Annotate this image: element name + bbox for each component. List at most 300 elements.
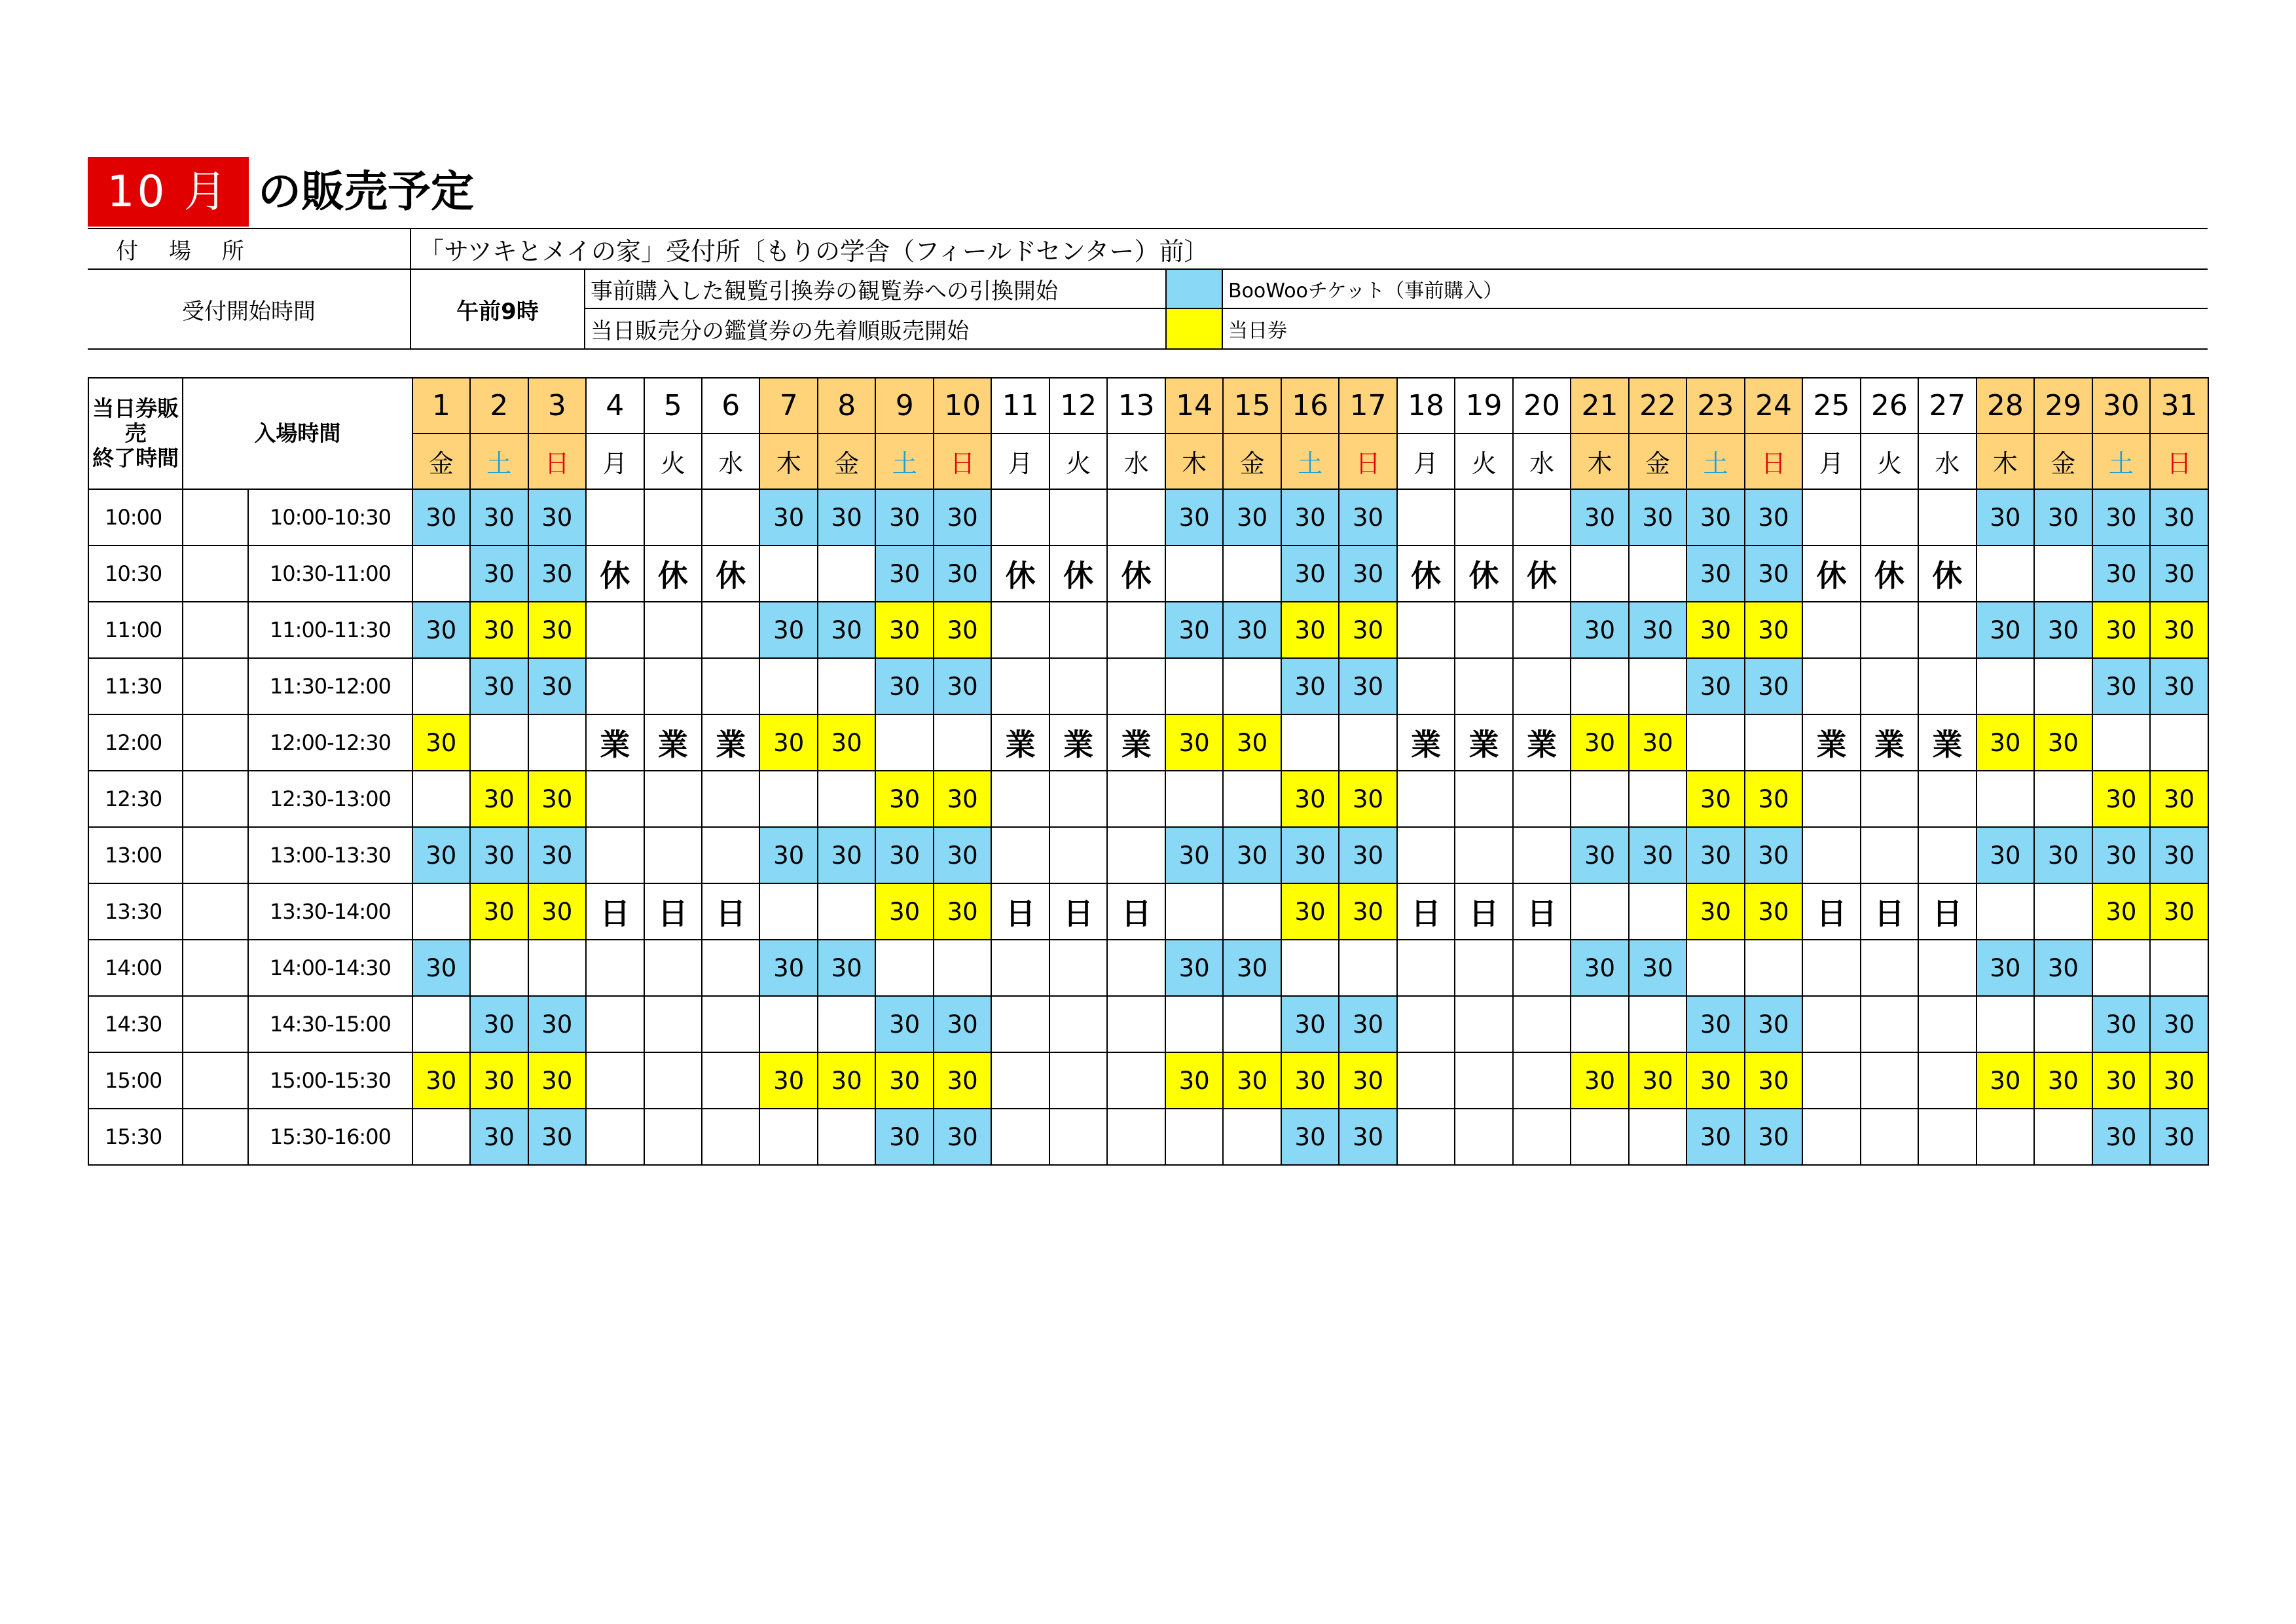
closed-mark: 休 <box>1861 545 1918 602</box>
slot-advance: 30 <box>1339 489 1396 545</box>
slot-cell <box>1571 658 1628 714</box>
slot-cell <box>412 545 470 602</box>
slot-cell <box>1223 771 1281 827</box>
slot-cell <box>1918 602 1976 658</box>
slot-cell <box>1049 996 1107 1052</box>
closed-mark: 休 <box>1455 545 1512 602</box>
closed-mark: 休 <box>1802 545 1860 602</box>
slot-cell <box>702 827 759 883</box>
time-slot-row <box>88 714 2208 771</box>
day-number: 19 <box>1455 378 1512 434</box>
slot-cell <box>586 827 644 883</box>
slot-cell <box>1455 602 1512 658</box>
slot-cell <box>1977 883 2034 940</box>
time-slot-row <box>88 602 2208 658</box>
slot-cell <box>1629 545 1686 602</box>
slot-sameday: 30 <box>1339 883 1396 940</box>
weekday-label: 月 <box>991 434 1049 489</box>
legend-blue-swatch <box>1167 270 1222 308</box>
slot-advance: 30 <box>1977 940 2034 996</box>
closed-mark: 休 <box>1107 545 1165 602</box>
slot-cell <box>644 827 702 883</box>
slot-sameday: 30 <box>528 602 586 658</box>
weekday-label: 火 <box>1049 434 1107 489</box>
slot-sameday: 30 <box>1977 714 2034 771</box>
slot-advance: 30 <box>1745 827 1802 883</box>
slot-cell <box>1977 658 2034 714</box>
slot-advance: 30 <box>412 827 470 883</box>
slot-cell <box>2092 714 2150 771</box>
slot-cell <box>1629 771 1686 827</box>
slot-cell <box>1802 827 1860 883</box>
legend-yellow-label: 当日券 <box>1228 320 1287 342</box>
slot-cell <box>1802 771 1860 827</box>
slot-cell <box>991 771 1049 827</box>
slot-cell <box>1165 883 1223 940</box>
slot-advance: 30 <box>759 602 817 658</box>
reception-label: 受付開始時間 <box>182 298 316 325</box>
slot-cell <box>1861 1109 1918 1165</box>
slot-advance: 30 <box>1629 940 1686 996</box>
slot-cell <box>586 771 644 827</box>
slot-advance: 30 <box>470 658 528 714</box>
sale-end-time: 15:00 <box>88 1052 183 1109</box>
slot-cell <box>1049 771 1107 827</box>
slot-advance: 30 <box>1165 827 1223 883</box>
slot-sameday: 30 <box>470 602 528 658</box>
day-number: 16 <box>1281 378 1339 434</box>
closed-mark: 日 <box>1861 883 1918 940</box>
slot-sameday: 30 <box>1745 602 1802 658</box>
slot-sameday: 30 <box>1571 714 1628 771</box>
blank-cell <box>183 1109 248 1165</box>
slot-cell <box>1455 940 1512 996</box>
slot-cell <box>1571 1109 1628 1165</box>
slot-sameday: 30 <box>1281 883 1339 940</box>
slot-cell <box>1977 996 2034 1052</box>
slot-cell <box>1977 1109 2034 1165</box>
weekday-label: 金 <box>2034 434 2092 489</box>
day-number: 1 <box>412 378 470 434</box>
slot-cell <box>586 489 644 545</box>
slot-sameday: 30 <box>759 1052 817 1109</box>
slot-advance: 30 <box>1339 658 1396 714</box>
slot-sameday: 30 <box>2092 883 2150 940</box>
slot-cell <box>1455 996 1512 1052</box>
slot-advance: 30 <box>1745 1109 1802 1165</box>
slot-sameday: 30 <box>2092 771 2150 827</box>
slot-cell <box>1165 771 1223 827</box>
slot-sameday: 30 <box>2092 1052 2150 1109</box>
closed-mark: 日 <box>1455 883 1512 940</box>
slot-advance: 30 <box>1686 827 1744 883</box>
weekday-label: 火 <box>1861 434 1918 489</box>
divider <box>1222 268 1223 350</box>
slot-cell <box>1918 996 1976 1052</box>
slot-advance: 30 <box>1165 602 1223 658</box>
slot-cell <box>412 771 470 827</box>
slot-sameday: 30 <box>1686 1052 1744 1109</box>
sale-end-time: 10:00 <box>88 489 183 545</box>
closed-mark: 業 <box>1513 714 1571 771</box>
slot-sameday: 30 <box>759 714 817 771</box>
slot-sameday: 30 <box>2092 602 2150 658</box>
page-title: の販売予定 <box>258 166 474 217</box>
slot-cell <box>1918 771 1976 827</box>
slot-advance: 30 <box>1281 996 1339 1052</box>
slot-advance: 30 <box>818 940 875 996</box>
closed-mark: 休 <box>1918 545 1976 602</box>
slot-sameday: 30 <box>1339 602 1396 658</box>
slot-cell <box>1513 1109 1571 1165</box>
closed-mark: 日 <box>991 883 1049 940</box>
slot-advance: 30 <box>759 827 817 883</box>
entry-time-range: 14:00-14:30 <box>248 940 412 996</box>
weekday-label: 木 <box>759 434 817 489</box>
slot-cell <box>1107 602 1165 658</box>
slot-cell <box>702 658 759 714</box>
slot-cell <box>644 1052 702 1109</box>
slot-cell <box>759 996 817 1052</box>
slot-sameday: 30 <box>1686 602 1744 658</box>
slot-cell <box>1049 489 1107 545</box>
weekday-label: 土 <box>470 434 528 489</box>
slot-cell <box>2034 771 2092 827</box>
slot-advance: 30 <box>934 658 991 714</box>
day-number: 15 <box>1223 378 1281 434</box>
day-number: 14 <box>1165 378 1223 434</box>
weekday-label: 土 <box>1686 434 1744 489</box>
slot-cell <box>934 940 991 996</box>
slot-advance: 30 <box>412 489 470 545</box>
day-number-row <box>88 378 2208 434</box>
weekday-label: 日 <box>1339 434 1396 489</box>
sale-end-time: 13:30 <box>88 883 183 940</box>
slot-cell <box>1571 996 1628 1052</box>
day-number: 13 <box>1107 378 1165 434</box>
slot-sameday: 30 <box>2150 883 2208 940</box>
slot-advance: 30 <box>1629 489 1686 545</box>
entry-time-range: 14:30-15:00 <box>248 996 412 1052</box>
slot-cell <box>759 883 817 940</box>
slot-cell <box>644 602 702 658</box>
slot-advance: 30 <box>1223 827 1281 883</box>
slot-cell <box>2034 883 2092 940</box>
slot-cell <box>1397 1052 1455 1109</box>
day-number: 2 <box>470 378 528 434</box>
slot-cell <box>1455 827 1512 883</box>
slot-advance: 30 <box>934 1109 991 1165</box>
slot-advance: 30 <box>2150 827 2208 883</box>
slot-sameday: 30 <box>1686 883 1744 940</box>
slot-cell <box>2034 1109 2092 1165</box>
slot-cell <box>1745 714 1802 771</box>
day-number: 18 <box>1397 378 1455 434</box>
slot-cell <box>1513 658 1571 714</box>
day-number: 27 <box>1918 378 1976 434</box>
slot-advance: 30 <box>1571 827 1628 883</box>
slot-advance: 30 <box>875 545 933 602</box>
day-number: 5 <box>644 378 702 434</box>
slot-cell <box>1513 1052 1571 1109</box>
slot-sameday: 30 <box>2150 771 2208 827</box>
slot-advance: 30 <box>1745 658 1802 714</box>
slot-advance: 30 <box>1165 940 1223 996</box>
blank-cell <box>183 602 248 658</box>
legend-yellow-swatch <box>1167 309 1222 348</box>
slot-advance: 30 <box>1629 827 1686 883</box>
slot-cell <box>1455 771 1512 827</box>
slot-cell <box>991 658 1049 714</box>
slot-cell <box>2150 940 2208 996</box>
weekday-label: 木 <box>1571 434 1628 489</box>
entry-time-range: 12:30-13:00 <box>248 771 412 827</box>
slot-advance: 30 <box>1571 602 1628 658</box>
slot-cell <box>2034 658 2092 714</box>
slot-advance: 30 <box>1977 602 2034 658</box>
slot-cell <box>818 883 875 940</box>
slot-sameday: 30 <box>2034 714 2092 771</box>
slot-sameday: 30 <box>818 714 875 771</box>
slot-cell <box>1802 602 1860 658</box>
slot-sameday: 30 <box>1339 771 1396 827</box>
slot-cell <box>586 940 644 996</box>
slot-sameday: 30 <box>1745 1052 1802 1109</box>
slot-cell <box>702 771 759 827</box>
blank-cell <box>183 996 248 1052</box>
slot-advance: 30 <box>1571 489 1628 545</box>
closed-mark: 業 <box>1918 714 1976 771</box>
slot-advance: 30 <box>528 827 586 883</box>
slot-advance: 30 <box>2034 940 2092 996</box>
slot-cell <box>2034 996 2092 1052</box>
slot-cell <box>1861 940 1918 996</box>
time-slot-row <box>88 883 2208 940</box>
slot-sameday: 30 <box>2150 602 2208 658</box>
day-number: 10 <box>934 378 991 434</box>
slot-cell <box>1049 658 1107 714</box>
slot-cell <box>818 545 875 602</box>
slot-advance: 30 <box>1745 545 1802 602</box>
slot-sameday: 30 <box>875 602 933 658</box>
day-number: 17 <box>1339 378 1396 434</box>
slot-advance: 30 <box>875 1109 933 1165</box>
slot-cell <box>875 714 933 771</box>
slot-cell <box>1397 658 1455 714</box>
slot-cell <box>1629 1109 1686 1165</box>
slot-cell <box>528 714 586 771</box>
slot-cell <box>1513 827 1571 883</box>
slot-cell <box>1977 771 2034 827</box>
slot-sameday: 30 <box>1223 714 1281 771</box>
slot-cell <box>586 996 644 1052</box>
closed-mark: 業 <box>991 714 1049 771</box>
slot-cell <box>1107 658 1165 714</box>
slot-cell <box>1455 1109 1512 1165</box>
slot-advance: 30 <box>934 996 991 1052</box>
slot-advance: 30 <box>1281 489 1339 545</box>
slot-sameday: 30 <box>934 1052 991 1109</box>
slot-advance: 30 <box>528 489 586 545</box>
slot-cell <box>934 714 991 771</box>
slot-cell <box>1165 545 1223 602</box>
slot-advance: 30 <box>875 658 933 714</box>
slot-cell <box>1513 996 1571 1052</box>
day-number: 11 <box>991 378 1049 434</box>
time-slot-row <box>88 1052 2208 1109</box>
entry-time-range: 13:00-13:30 <box>248 827 412 883</box>
day-number: 26 <box>1861 378 1918 434</box>
sale-end-time: 12:30 <box>88 771 183 827</box>
slot-cell <box>818 1109 875 1165</box>
slot-cell <box>1049 602 1107 658</box>
closed-mark: 日 <box>702 883 759 940</box>
slot-advance: 30 <box>528 1109 586 1165</box>
slot-cell <box>1107 940 1165 996</box>
closed-mark: 業 <box>586 714 644 771</box>
day-number: 20 <box>1513 378 1571 434</box>
slot-cell <box>1802 658 1860 714</box>
weekday-label: 金 <box>818 434 875 489</box>
slot-cell <box>1455 658 1512 714</box>
exchange-start-text: 事前購入した観覧引換券の観覧券への引換開始 <box>591 278 1058 304</box>
slot-advance: 30 <box>470 827 528 883</box>
slot-advance: 30 <box>875 996 933 1052</box>
header-sale-end-time: 当日券販売 終了時間 <box>88 378 183 489</box>
entry-time-range: 11:00-11:30 <box>248 602 412 658</box>
slot-advance: 30 <box>470 545 528 602</box>
day-number: 31 <box>2150 378 2208 434</box>
slot-cell <box>702 1052 759 1109</box>
slot-cell <box>991 602 1049 658</box>
slot-sameday: 30 <box>2034 1052 2092 1109</box>
slot-cell <box>1397 1109 1455 1165</box>
slot-advance: 30 <box>528 545 586 602</box>
day-number: 6 <box>702 378 759 434</box>
blank-cell <box>183 1052 248 1109</box>
slot-advance: 30 <box>1629 602 1686 658</box>
weekday-label: 金 <box>1223 434 1281 489</box>
weekday-label: 水 <box>702 434 759 489</box>
time-slot-row <box>88 489 2208 545</box>
slot-sameday: 30 <box>934 771 991 827</box>
slot-cell <box>1918 827 1976 883</box>
closed-mark: 休 <box>702 545 759 602</box>
slot-advance: 30 <box>2092 545 2150 602</box>
day-number: 7 <box>759 378 817 434</box>
slot-advance: 30 <box>1745 489 1802 545</box>
slot-cell <box>1861 771 1918 827</box>
slot-advance: 30 <box>1745 996 1802 1052</box>
slot-advance: 30 <box>1339 827 1396 883</box>
slot-cell <box>1918 1109 1976 1165</box>
slot-cell <box>1629 658 1686 714</box>
slot-sameday: 30 <box>528 771 586 827</box>
day-number: 28 <box>1977 378 2034 434</box>
entry-time-range: 15:30-16:00 <box>248 1109 412 1165</box>
slot-cell <box>1513 940 1571 996</box>
slot-cell <box>1513 602 1571 658</box>
slot-advance: 30 <box>1686 489 1744 545</box>
time-slot-row <box>88 827 2208 883</box>
entry-time-range: 10:00-10:30 <box>248 489 412 545</box>
day-number: 8 <box>818 378 875 434</box>
closed-mark: 業 <box>1397 714 1455 771</box>
weekday-label: 金 <box>412 434 470 489</box>
slot-advance: 30 <box>2092 658 2150 714</box>
closed-mark: 業 <box>1861 714 1918 771</box>
slot-cell <box>702 1109 759 1165</box>
weekday-label: 水 <box>1513 434 1571 489</box>
slot-cell <box>1223 658 1281 714</box>
slot-sameday: 30 <box>934 883 991 940</box>
day-number: 22 <box>1629 378 1686 434</box>
slot-cell <box>412 1109 470 1165</box>
slot-cell <box>1861 602 1918 658</box>
slot-cell <box>991 996 1049 1052</box>
slot-sameday: 30 <box>1571 1052 1628 1109</box>
weekday-label: 日 <box>2150 434 2208 489</box>
slot-cell <box>1397 827 1455 883</box>
time-slot-row <box>88 996 2208 1052</box>
slot-cell <box>1571 883 1628 940</box>
slot-cell <box>1629 883 1686 940</box>
slot-cell <box>1107 771 1165 827</box>
slot-cell <box>412 883 470 940</box>
slot-cell <box>1861 658 1918 714</box>
slot-sameday: 30 <box>818 1052 875 1109</box>
day-number: 24 <box>1745 378 1802 434</box>
weekday-label: 月 <box>586 434 644 489</box>
sale-end-time: 10:30 <box>88 545 183 602</box>
blank-cell <box>183 489 248 545</box>
slot-advance: 30 <box>875 827 933 883</box>
slot-advance: 30 <box>2150 489 2208 545</box>
day-number: 30 <box>2092 378 2150 434</box>
closed-mark: 休 <box>1513 545 1571 602</box>
sale-end-time: 15:30 <box>88 1109 183 1165</box>
weekday-label: 土 <box>1281 434 1339 489</box>
slot-cell <box>1223 545 1281 602</box>
slot-cell <box>991 1052 1049 1109</box>
closed-mark: 日 <box>1513 883 1571 940</box>
slot-advance: 30 <box>1339 1109 1396 1165</box>
closed-mark: 業 <box>1802 714 1860 771</box>
slot-advance: 30 <box>528 658 586 714</box>
slot-sameday: 30 <box>875 771 933 827</box>
slot-advance: 30 <box>1339 996 1396 1052</box>
closed-mark: 日 <box>1397 883 1455 940</box>
slot-advance: 30 <box>1165 489 1223 545</box>
slot-cell <box>1745 940 1802 996</box>
slot-advance: 30 <box>934 489 991 545</box>
slot-cell <box>586 1052 644 1109</box>
slot-cell <box>1977 545 2034 602</box>
slot-cell <box>644 1109 702 1165</box>
slot-advance: 30 <box>1339 545 1396 602</box>
entry-time-range: 10:30-11:00 <box>248 545 412 602</box>
slot-cell <box>2092 940 2150 996</box>
divider <box>584 268 585 350</box>
slot-cell <box>818 996 875 1052</box>
slot-cell <box>1802 1109 1860 1165</box>
slot-advance: 30 <box>1281 658 1339 714</box>
closed-mark: 業 <box>1455 714 1512 771</box>
weekday-label: 月 <box>1802 434 1860 489</box>
closed-mark: 日 <box>1049 883 1107 940</box>
slot-advance: 30 <box>2092 489 2150 545</box>
month-badge: 10 月 <box>88 157 249 227</box>
